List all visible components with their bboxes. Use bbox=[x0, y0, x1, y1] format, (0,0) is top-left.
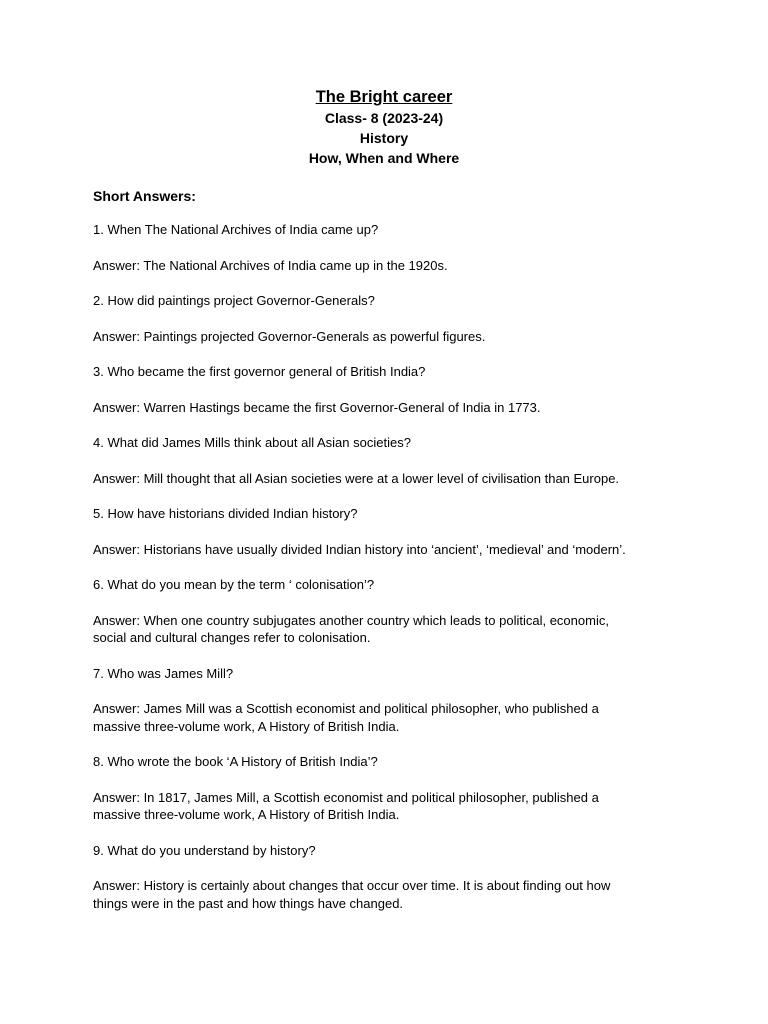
answer-text: Answer: The National Archives of India came up in the 1920s. bbox=[93, 257, 448, 273]
qa-list bbox=[93, 221, 693, 912]
answer-text: Answer: James Mill was a Scottish economist and political philosopher, who published a massive three-volume work, A History of British India. bbox=[93, 701, 599, 734]
question-text: 5. How have historians divided Indian history? bbox=[93, 506, 358, 521]
question-text: 2. How did paintings project Governor-Generals? bbox=[93, 293, 375, 308]
qa-item bbox=[93, 221, 693, 274]
answer-text: Answer: Warren Hastings became the first Governor-General of India in 1773. bbox=[93, 399, 541, 415]
qa-item bbox=[93, 576, 693, 647]
answer-text: Answer: Paintings projected Governor-Generals as powerful figures. bbox=[93, 328, 486, 344]
answer-text: Answer: History is certainly about changes that occur over time. It is about finding out how things were in the past and how things have changed. bbox=[93, 878, 611, 911]
qa-item bbox=[93, 665, 693, 736]
class-line: Class- 8 (2023-24) bbox=[324, 110, 444, 126]
question-text: 4. What did James Mills think about all Asian societies? bbox=[93, 435, 411, 450]
question-text: 1. When The National Archives of India came up? bbox=[93, 222, 379, 237]
question-text: 8. Who wrote the book ‘A History of British India’? bbox=[93, 754, 378, 769]
document-header bbox=[0, 86, 768, 168]
qa-item bbox=[93, 434, 693, 487]
question-text: 9. What do you understand by history? bbox=[93, 842, 316, 858]
answer-text: Answer: Historians have usually divided Indian history into ‘ancient’, ‘medieval’ and ‘modern’. bbox=[93, 541, 626, 557]
answer-text: Answer: Mill thought that all Asian societies were at a lower level of civilisation than Europe. bbox=[93, 470, 620, 486]
question-text: 6. What do you mean by the term ‘ colonisation’? bbox=[93, 577, 375, 592]
question-text: 7. Who was James Mill? bbox=[93, 665, 234, 681]
qa-item bbox=[93, 842, 693, 913]
qa-item bbox=[93, 753, 693, 824]
qa-item bbox=[93, 292, 693, 345]
qa-item bbox=[93, 363, 693, 416]
document-title: The Bright career bbox=[315, 88, 453, 106]
answer-text: Answer: When one country subjugates another country which leads to political, economic, social and cultural changes refer to colonisation. bbox=[93, 612, 609, 645]
document-body bbox=[93, 186, 693, 930]
answer-text: Answer: In 1817, James Mill, a Scottish economist and political philosopher, published a massive three-volume work, A History of British India. bbox=[93, 789, 599, 822]
section-heading: Short Answers: bbox=[93, 188, 196, 204]
subject-line: History bbox=[359, 130, 409, 146]
chapter-line: How, When and Where bbox=[308, 150, 460, 166]
qa-item bbox=[93, 505, 693, 558]
question-text: 3. Who became the first governor general of British India? bbox=[93, 364, 426, 379]
